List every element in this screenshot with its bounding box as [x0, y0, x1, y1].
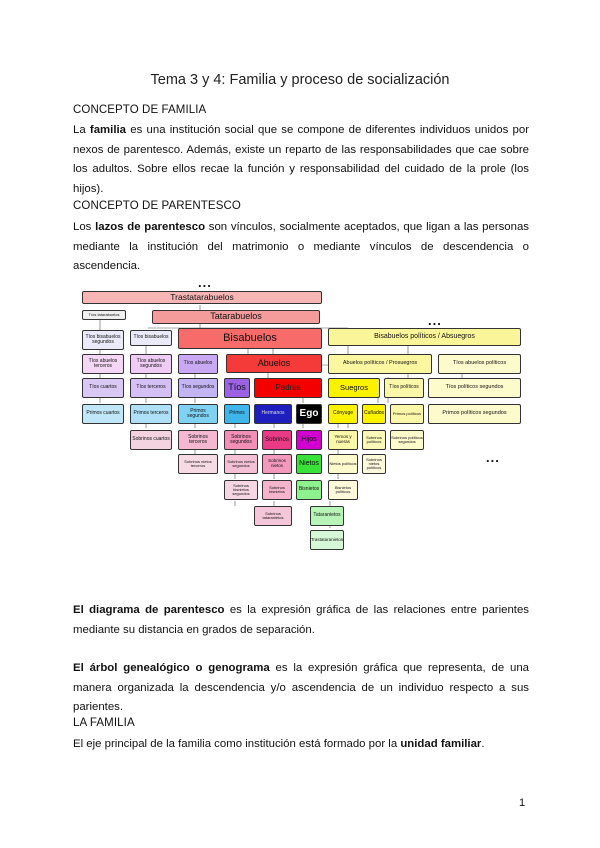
box-nietos-politicos: Nietos políticos	[328, 454, 358, 474]
heading-concepto-parentesco: CONCEPTO DE PARENTESCO	[73, 200, 241, 212]
ellipsis-right-lower: ...	[486, 450, 500, 465]
box-conyuge: Cónyuge	[328, 404, 358, 424]
box-abuelos-politicos: Abuelos políticos / Prosuegros	[328, 354, 432, 374]
box-tios-bisabuelos-segundos: Tíos bisabuelos segundos	[82, 330, 124, 350]
box-yernos-nueras: Yernos y nueras	[328, 430, 358, 450]
box-trastatarabuelos: Trastatarabuelos	[82, 291, 322, 304]
box-primos-politicos: Primos políticos	[390, 404, 424, 424]
box-tios-abuelos-politicos: Tíos abuelos políticos	[438, 354, 521, 374]
paragraph-diagrama-parentesco: El diagrama de parentesco es la expresión gráfica de las relaciones entre parientes mediante su distancia en grados de separación.	[73, 604, 529, 636]
term-arbol-genealogico: El árbol genealógico o genograma	[73, 662, 270, 674]
box-suegros: Suegros	[328, 378, 380, 398]
paragraph-la-familia: El eje principal de la familia como institución está formado por la unidad familiar.	[73, 738, 485, 750]
page-title: Tema 3 y 4: Familia y proceso de socialización	[150, 72, 450, 88]
ellipsis-right-upper: ...	[428, 313, 442, 328]
box-sobrinos-politicos: Sobrinos políticos	[362, 430, 386, 450]
paragraph-familia: La familia es una institución social que se compone de diferentes individuos unidos por nexos de parentesco. Además, existe un reparto de las responsabilidades que cae sobre los adultos. Sobre ellos recae la función y responsabilidad del cuidado de la prole (los hijos).	[73, 124, 529, 195]
term-lazos-parentesco: lazos de parentesco	[95, 221, 206, 233]
box-hermanos: Hermanos	[254, 404, 292, 424]
box-nietos: Nietos	[296, 454, 322, 474]
box-padres: Padres	[254, 378, 322, 398]
term-familia: familia	[89, 124, 127, 136]
box-tios-abuelos: Tíos abuelos	[178, 354, 218, 374]
box-sobrinos-nietos-terceros: Sobrinos nietos terceros	[178, 454, 218, 474]
box-tios-cuartos: Tíos cuartos	[82, 378, 124, 398]
box-tios-politicos: Tíos políticos	[384, 378, 424, 398]
box-sobrinos-nietos-segundos: Sobrinos nietos segundos	[224, 454, 258, 474]
box-sobrinos-segundos: Sobrinos segundos	[224, 430, 258, 450]
box-sobrinos-bisnietos: Sobrinos bisnietos	[262, 480, 292, 500]
box-tios-politicos-segundos: Tíos políticos segundos	[428, 378, 521, 398]
box-sobrinos: Sobrinos	[262, 430, 292, 450]
box-ego: Ego	[296, 404, 322, 424]
box-bisnietos-politicos: Bisnietos políticos	[328, 480, 358, 500]
box-abuelos: Abuelos	[226, 354, 322, 373]
box-tios-bisabuelos: Tíos bisabuelos	[130, 330, 172, 346]
paragraph-parentesco: Los lazos de parentesco son vínculos, socialmente aceptados, que ligan a las personas mediante la institución del matrimonio o mediante vínculos de descendencia o ascendencia.	[73, 221, 530, 273]
box-tios: Tíos	[224, 378, 250, 398]
term-diagrama-parentesco: El diagrama de parentesco	[73, 604, 225, 616]
paragraph-arbol-genealogico: El árbol genealógico o genograma es la expresión gráfica que representa, de una manera organizada la descendencia y/o ascendencia de un individuo respecto a sus parientes.	[73, 662, 529, 714]
box-bisabuelos-politicos: Bisabuelos políticos / Absuegros	[328, 328, 521, 346]
box-sobrinos-tataranietos: Sobrinos tataranietos	[254, 506, 292, 526]
box-sobrinos-politicos-segundos: Sobrinos políticos segundos	[390, 430, 424, 450]
box-bisabuelos: Bisabuelos	[178, 328, 322, 349]
box-sobrinos-cuartos: Sobrinos cuartos	[130, 430, 172, 450]
box-tatarabuelos: Tatarabuelos	[152, 310, 320, 324]
ellipsis-top: ...	[198, 275, 212, 290]
box-primos-segundos: Primos segundos	[178, 404, 218, 424]
box-cunados: Cuñados	[362, 404, 386, 424]
kinship-diagram	[78, 275, 528, 558]
box-bisnietos: Bisnietos	[296, 480, 322, 500]
box-tios-segundos: Tíos segundos	[178, 378, 218, 398]
box-primos-terceros: Primos terceros	[130, 404, 172, 424]
box-tios-tatarabuelos: Tíos tatarabuelos	[82, 310, 126, 320]
box-tataranietos: Tataranietos	[310, 506, 344, 526]
heading-concepto-familia: CONCEPTO DE FAMILIA	[73, 104, 207, 116]
box-primos: Primos	[224, 404, 250, 424]
page-number: 1	[519, 797, 526, 809]
box-primos-politicos-segundos: Primos políticos segundos	[428, 404, 521, 424]
box-sobrinos-nietos: Sobrinos nietos	[262, 454, 292, 474]
box-hijos: Hijos	[296, 430, 322, 450]
box-tios-abuelos-segundos: Tíos abuelos segundos	[130, 354, 172, 374]
box-tios-abuelos-terceros: Tíos abuelos terceros	[82, 354, 124, 374]
term-unidad-familiar: unidad familiar	[400, 738, 482, 750]
box-tios-terceros: Tíos terceros	[130, 378, 172, 398]
box-sobrinos-bisnietos-segundos: Sobrinos bisnietos segundos	[224, 480, 258, 500]
box-primos-cuartos: Primos cuartos	[82, 404, 124, 424]
heading-la-familia: LA FAMILIA	[73, 717, 135, 729]
box-trastataranietos: Trastataranietos	[310, 530, 344, 550]
box-sobrinos-nietos-politicos: Sobrinos nietos políticos	[362, 454, 386, 474]
box-sobrinos-terceros: Sobrinos terceros	[178, 430, 218, 450]
